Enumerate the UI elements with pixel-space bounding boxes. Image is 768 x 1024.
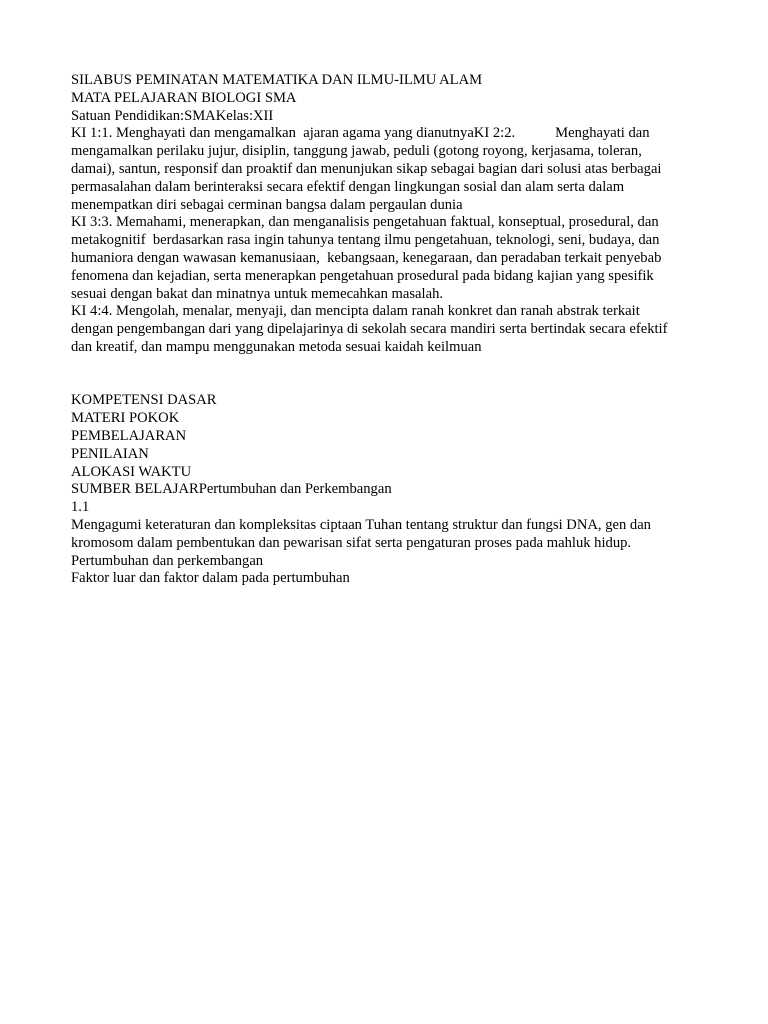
ki3-line-2: metakognitif berdasarkan rasa ingin tahunya tentang ilmu pengetahuan, teknologi, seni, budaya, dan (71, 232, 660, 249)
ki4-line-1: KI 4:4. Mengolah, menalar, menyaji, dan mencipta dalam ranah konkret dan ranah abstrak terkait (71, 303, 640, 320)
education-unit-line: Satuan Pendidikan:SMAKelas:XII (71, 107, 274, 124)
kd-text-line-1: Mengagumi keteraturan dan kompleksitas ciptaan Tuhan tentang struktur dan fungsi DNA, gen dan (71, 516, 651, 533)
ki2-line-5: menempatkan diri sebagai cerminan bangsa dalam pergaulan dunia (71, 196, 463, 213)
ki2-line-2: mengamalkan perilaku jujur, disiplin, tanggung jawab, peduli (gotong royong, kerjasama, toleran, (71, 143, 642, 160)
ki2-line-4: permasalahan dalam berinteraksi secara efektif dengan lingkungan sosial dan alam serta dalam (71, 178, 625, 195)
ki1-text: KI 1:1. Menghayati dan mengamalkan ajaran agama yang dianutnyaKI 2:2. (71, 125, 516, 142)
header-kompetensi-dasar: KOMPETENSI DASAR (71, 392, 217, 409)
syllabus-title: SILABUS PEMINATAN MATEMATIKA DAN ILMU-ILMU ALAM (71, 72, 483, 88)
ki2-line-3: damai), santun, responsif dan proaktif dan menunjukan sikap sebagai bagian dari solusi atas berbagai (71, 160, 662, 177)
ki1-line (71, 125, 701, 143)
materi-line-2: Faktor luar dan faktor dalam pada pertumbuhan (71, 570, 350, 587)
kd-text-line-2: kromosom dalam pembentukan dan pewarisan sifat serta pengaturan proses pada mahluk hidup. (71, 534, 632, 551)
ki2-start: Menghayati dan (555, 125, 650, 142)
subject-title: MATA PELAJARAN BIOLOGI SMA (71, 89, 297, 106)
materi-line-1: Pertumbuhan dan perkembangan (71, 552, 264, 569)
ki3-line-5: sesuai dengan bakat dan minatnya untuk memecahkan masalah. (71, 285, 444, 302)
ki4-line-3: dan kreatif, dan mampu menggunakan metoda sesuai kaidah keilmuan (71, 338, 482, 355)
ki4-line-2: dengan pengembangan dari yang dipelajarinya di sekolah secara mandiri serta bertindak secara efektif (71, 321, 668, 338)
ki3-line-3: humaniora dengan wawasan kemanusiaan, kebangsaan, kenegaraan, dan peradaban terkait penyebab (71, 249, 662, 266)
document-page (71, 72, 701, 588)
header-pembelajaran: PEMBELAJARAN (71, 427, 187, 444)
header-penilaian: PENILAIAN (71, 445, 149, 462)
header-alokasi-waktu: ALOKASI WAKTU (71, 463, 192, 480)
ki3-line-4: fenomena dan kejadian, serta menerapkan pengetahuan prosedural pada bidang kajian yang spesifik (71, 267, 654, 284)
kd-number: 1.1 (71, 499, 90, 516)
section-gap (71, 357, 701, 393)
ki3-line-1: KI 3:3. Memahami, menerapkan, dan menganalisis pengetahuan faktual, konseptual, prosedural, dan (71, 214, 659, 231)
header-materi-pokok: MATERI POKOK (71, 410, 180, 427)
header-sumber-belajar: SUMBER BELAJARPertumbuhan dan Perkembangan (71, 481, 392, 498)
